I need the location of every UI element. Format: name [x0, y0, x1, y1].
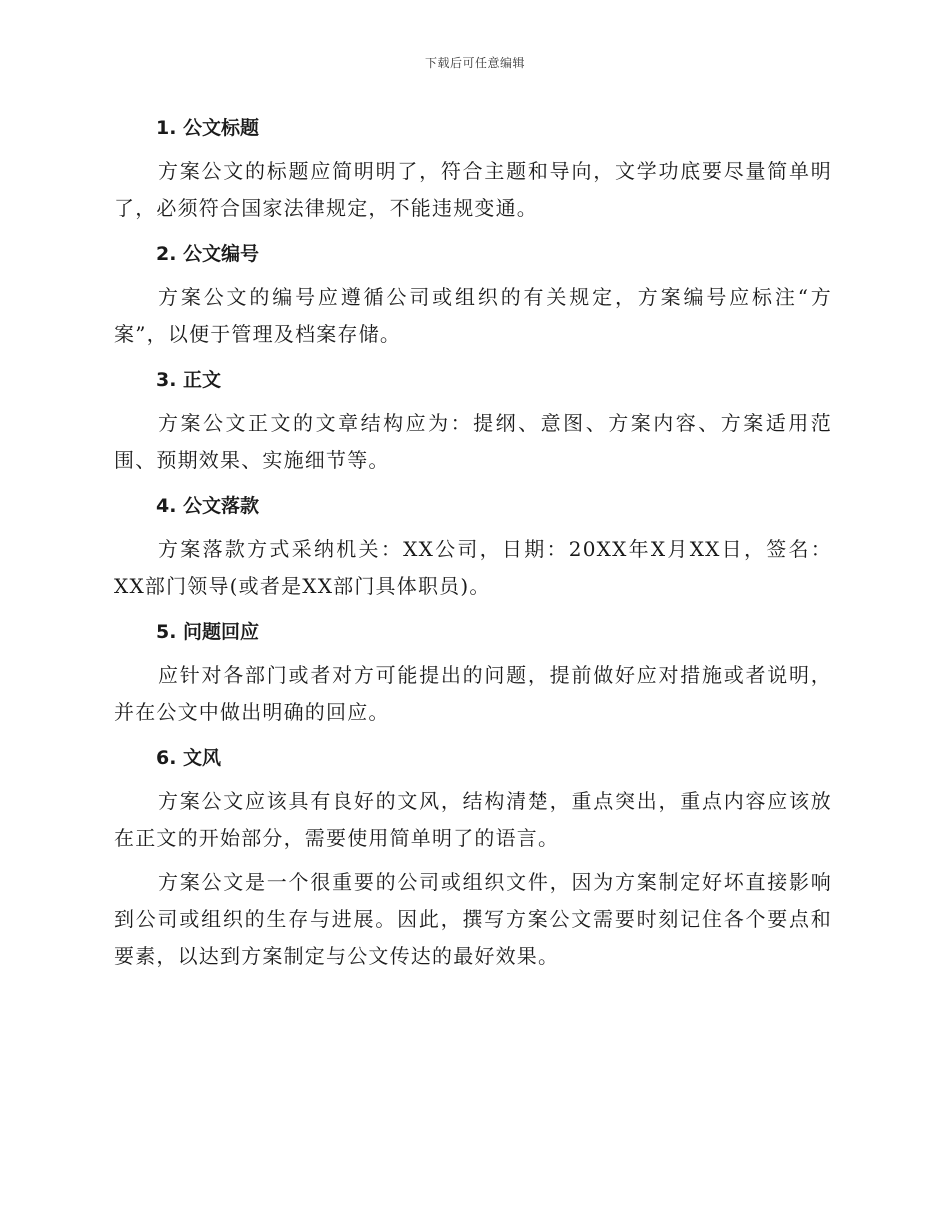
conclusion-paragraph: 方案公文是一个很重要的公司或组织文件，因为方案制定好坏直接影响到公司或组织的生存与进展。因此，撰写方案公文需要时刻记住各个要点和要素，以达到方案制定与公文传达的最好效果。 [114, 870, 832, 968]
section-body-response: 应针对各部门或者对方可能提出的问题，提前做好应对措施或者说明，并在公文中做出明确的回应。 [114, 663, 832, 724]
section-body-title: 方案公文的标题应简明明了，符合主题和导向，文学功底要尽量简单明了，必须符合国家法律规定，不能违规变通。 [114, 159, 832, 220]
section-heading-number: 2. 公文编号 [156, 243, 260, 265]
section-heading-title: 1. 公文标题 [156, 117, 260, 139]
section-body-signature: 方案落款方式采纳机关：XX公司，日期：20XX年X月XX日，签名：XX部门领导(或者是XX部门具体职员)。 [114, 537, 832, 598]
page-header: 下载后可任意编辑 [424, 56, 525, 70]
section-body-number: 方案公文的编号应遵循公司或组织的有关规定，方案编号应标注“方案”，以便于管理及档案存储。 [114, 285, 832, 346]
section-heading-response: 5. 问题回应 [156, 621, 260, 643]
section-body-style: 方案公文应该具有良好的文风，结构清楚，重点突出，重点内容应该放在正文的开始部分，需要使用简单明了的语言。 [114, 789, 832, 850]
section-heading-main-text: 3. 正文 [156, 369, 222, 391]
section-body-main-text: 方案公文正文的文章结构应为：提纲、意图、方案内容、方案适用范围、预期效果、实施细节等。 [114, 411, 832, 472]
section-heading-signature: 4. 公文落款 [156, 495, 260, 517]
document-body [114, 108, 832, 982]
section-heading-style: 6. 文风 [156, 747, 222, 769]
